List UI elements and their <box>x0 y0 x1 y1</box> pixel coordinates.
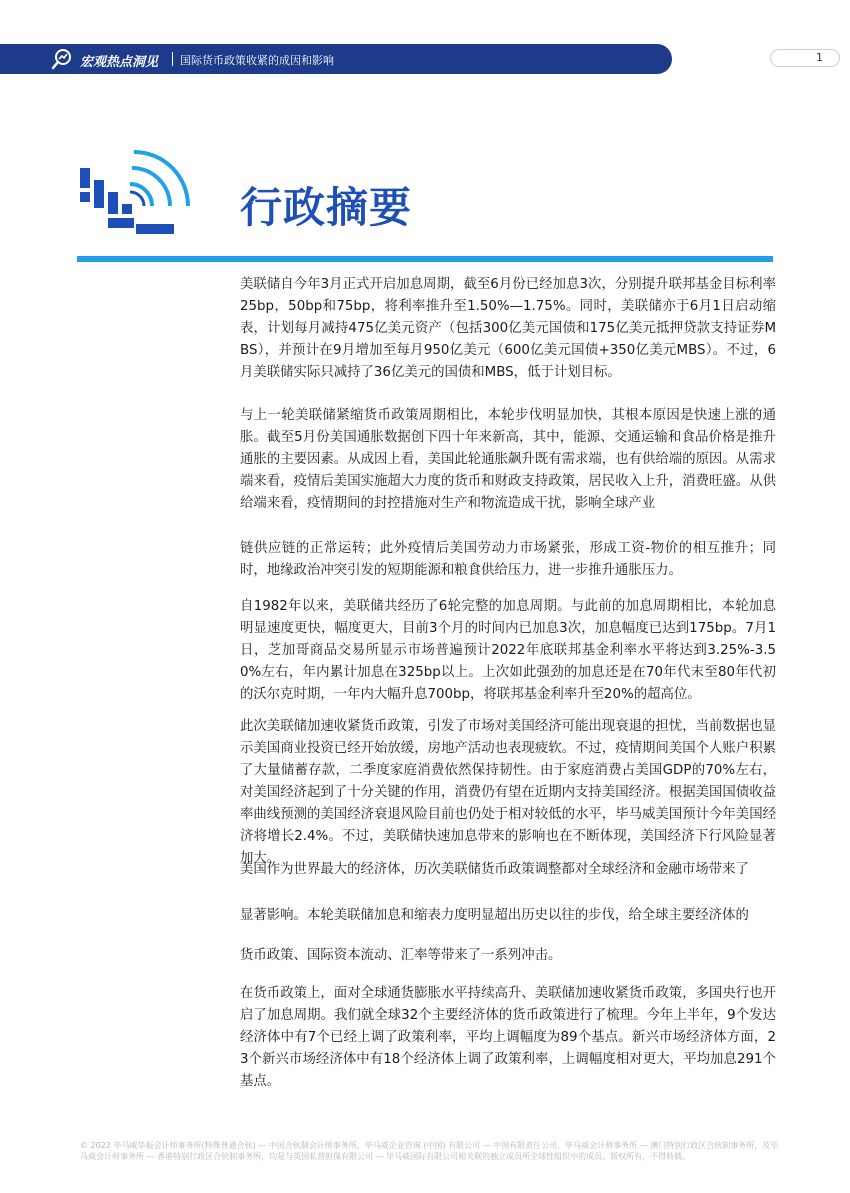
report-series-name: 宏观热点洞见 <box>80 55 159 70</box>
header-divider <box>172 52 173 66</box>
footer-disclaimer: © 2022 毕马威华振会计师事务所(特殊普通合伙) — 中国合伙制会计师事务所，毕马威企业咨询 (中国) 有限公司 — 中国有限责任公司，毕马威会计师事务所 — 澳门特别行政区合伙制事务所，及毕马威会计师事务所 — 香港特别行政区合伙制事务所，均是与英国私营担保有限公司 — 毕马威国际有限公司相关联的独立成员所全球性组织中的成员。版权所有，不得转载。 <box>80 1141 779 1161</box>
paragraph-global-impact-2: 显著影响。本轮美联储加息和缩表力度明显超出历史以往的步伐，给全球主要经济体的 <box>240 908 749 923</box>
paragraph-recession-risk: 此次美联储加速收紧货币政策，引发了市场对美国经济可能出现衰退的担忧，当前数据也显示美国商业投资已经开始放缓，房地产活动也表现疲软。不过，疫情期间美国个人账户积累了大量储蓄存款，二季度家庭消费依然保持韧性。由于家庭消费占美国GDP的70%左右，对美国经济起到了十分关键的作用，消费仍有望在近期内支持美国经济。根据美国国债收益率曲线预测的美国经济衰退风险目前也仍处于相对较低的水平，毕马威美国预计今年美国经济将增长2.4%。不过，美联储快速加息带来的影响也在不断体现，美国经济下行风险显著加大。 <box>240 719 776 866</box>
signal-waves-icon <box>78 140 193 250</box>
paragraph-global-impact-3: 货币政策、国际资本流动、汇率等带来了一系列冲击。 <box>240 948 562 963</box>
magnifier-chart-icon <box>50 47 74 71</box>
paragraph-global-impact-1: 美国作为世界最大的经济体，历次美联储货币政策调整都对全球经济和金融市场带来了 <box>240 862 749 877</box>
paragraph-hike-history: 自1982年以来，美联储共经历了6轮完整的加息周期。与此前的加息周期相比，本轮加息明显速度更快，幅度更大，目前3个月的时间内已加息3次，加息幅度已达到175bp。7月1日，芝加哥商品交易所显示市场普遍预计2022年底联邦基金利率水平将达到3.25%-3.50%左右，年内累计加息在325bp以上。上次如此强劲的加息还是在70年代末至80年代初的沃尔克时期，一年内大幅升息700bp，将联邦基金利率升至20%的超高位。 <box>240 599 776 702</box>
section-title: 行政摘要 <box>240 183 413 232</box>
header-bar <box>0 44 672 74</box>
page-number: 1 <box>770 49 840 67</box>
paragraph-rate-hikes: 美联储自今年3月正式开启加息周期，截至6月份已经加息3次，分别提升联邦基金目标利率25bp，50bp和75bp，将利率推升至1.50%—1.75%。同时，美联储亦于6月1日启动缩表，计划每月减持475亿美元资产（包括300亿美元国债和175亿美元抵押贷款支持证券MBS），并预计在9月增加至每月950亿美元（600亿美元国债+350亿美元MBS）。不过，6月美联储实际只减持了36亿美元的国债和MBS，低于计划目标。 <box>240 277 776 380</box>
paragraph-monetary-policy: 在货币政策上，面对全球通货膨胀水平持续高升、美联储加速收紧货币政策，多国央行也开启了加息周期。我们就全球32个主要经济体的货币政策进行了梳理。今年上半年，9个发达经济体中有7个已经上调了政策利率，平均上调幅度为89个基点。新兴市场经济体方面，23个新兴市场经济体中有18个经济体上调了政策利率，上调幅度相对更大，平均加息291个基点。 <box>240 986 776 1089</box>
paragraph-inflation-causes: 与上一轮美联储紧缩货币政策周期相比，本轮步伐明显加快，其根本原因是快速上涨的通胀。截至5月份美国通胀数据创下四十年来新高，其中，能源、交通运输和食品价格是推升通胀的主要因素。从成因上看，美国此轮通胀飙升既有需求端，也有供给端的原因。从需求端来看，疫情后美国实施超大力度的货币和财政支持政策，居民收入上升，消费旺盛。从供给端来看，疫情期间的封控措施对生产和物流造成干扰，影响全球产业 <box>240 408 776 511</box>
title-divider <box>77 256 773 262</box>
report-title: 国际货币政策收紧的成因和影响 <box>180 54 334 67</box>
paragraph-supply-chain: 链供应链的正常运转；此外疫情后美国劳动力市场紧张，形成工资-物价的相互推升；同时，地缘政治冲突引发的短期能源和粮食供给压力，进一步推升通胀压力。 <box>240 541 776 578</box>
